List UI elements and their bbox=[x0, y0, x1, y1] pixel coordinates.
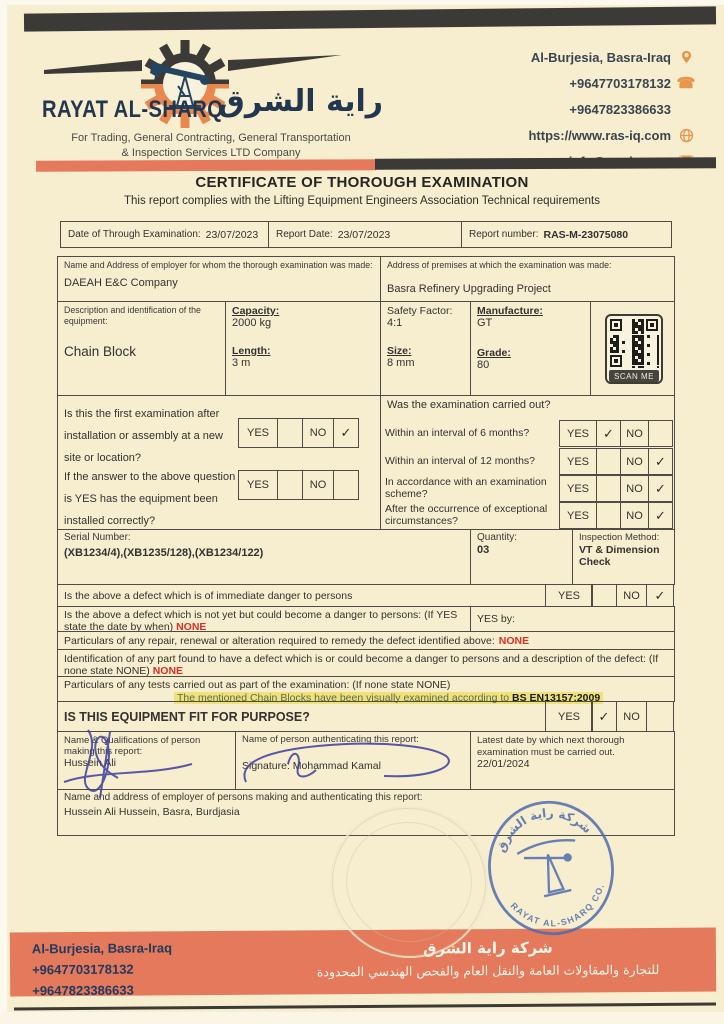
qr-scan-me-label: SCAN ME bbox=[609, 370, 659, 382]
no-checkbox: ✓ bbox=[648, 475, 673, 502]
tagline-line1: For Trading, General Contracting, General Transportation bbox=[71, 132, 351, 144]
interval-6-months-text: Within an interval of 6 months? bbox=[385, 426, 530, 439]
authenticator-label: Name of person authenticating this report: bbox=[242, 734, 419, 745]
authenticator-signature-line: Signature: Mohammad Kamal bbox=[242, 759, 381, 772]
employer-value: DAEAH E&C Company bbox=[64, 276, 178, 289]
capacity-length-cell bbox=[225, 301, 381, 396]
yes-label: YES bbox=[238, 418, 278, 448]
exceptional-circumstances-text: After the occurrence of exceptional circumstances? bbox=[385, 503, 548, 527]
no-label: NO bbox=[302, 470, 334, 500]
divider-dark bbox=[375, 157, 716, 169]
no-checkbox: ✓ bbox=[333, 418, 359, 448]
immediate-danger-cell bbox=[57, 584, 546, 607]
yes-checkbox bbox=[591, 584, 617, 607]
interval-12-months-row bbox=[385, 448, 673, 475]
qr-modules bbox=[609, 318, 659, 368]
tests-cell bbox=[57, 676, 675, 702]
no-checkbox: ✓ bbox=[648, 448, 673, 475]
employer-cell bbox=[57, 256, 381, 302]
interval-12-months-text: Within an interval of 12 months? bbox=[385, 454, 535, 467]
footer-arabic-description: للتجارة والمقاولات العامة والنقل العام والفحص الهندسي المحدودة bbox=[316, 961, 660, 980]
qr-finder-icon bbox=[610, 319, 622, 331]
identification-text: Identification of any part found to have a defect which is or could become a danger to persons and a description of the defect: (If none state NONE) bbox=[64, 653, 659, 677]
no-checkbox bbox=[648, 420, 673, 447]
footer-contact bbox=[32, 937, 173, 1001]
fit-for-purpose-cell bbox=[57, 701, 546, 732]
no-label: NO bbox=[616, 584, 647, 607]
carried-out-cell bbox=[380, 395, 675, 530]
report-number-cell bbox=[461, 221, 672, 248]
quantity-label: Quantity: bbox=[477, 532, 518, 543]
yes-by-label: YES by: bbox=[477, 613, 515, 625]
interval-6-months-row bbox=[385, 420, 673, 447]
manufacture-grade-cell bbox=[470, 301, 591, 396]
report-date-label: Report Date: bbox=[276, 229, 333, 240]
potential-danger-cell bbox=[57, 606, 471, 632]
report-maker-label: Name & Qualifications of person making this report: bbox=[64, 735, 201, 757]
first-exam-question: Is this the first examination after installation or assembly at a new site or location? bbox=[64, 408, 223, 464]
yes-by-cell bbox=[470, 606, 675, 632]
yes-checkbox bbox=[277, 470, 303, 500]
employer-label: Name and Address of employer for whom the thorough examination was made: bbox=[64, 260, 373, 270]
exam-date-cell bbox=[60, 221, 269, 248]
qr-cell bbox=[590, 301, 675, 396]
no-label: NO bbox=[302, 418, 334, 448]
serial-number-label: Serial Number: bbox=[64, 532, 131, 543]
contact-address-text: Al-Burjesia, Basra-Iraq bbox=[530, 49, 671, 65]
footer-phone2: +9647823386633 bbox=[32, 982, 134, 999]
no-label: NO bbox=[620, 475, 649, 502]
tests-standard: BS EN13157:2009 bbox=[512, 692, 601, 704]
exam-date-value: 23/07/2023 bbox=[205, 228, 259, 241]
certificate-subtitle: This report complies with the Lifting Equipment Engineers Association Technical requirements bbox=[123, 195, 600, 207]
company-name-latin: RAYAT AL-SHARQ bbox=[42, 96, 224, 123]
exam-date-label: Date of Through Examination: bbox=[68, 229, 201, 240]
report-maker-cell bbox=[57, 731, 236, 790]
equipment-description-cell bbox=[57, 301, 226, 396]
svg-text:RAYAT AL-SHARQ CO.: RAYAT AL-SHARQ CO. bbox=[508, 882, 607, 929]
premises-cell bbox=[380, 256, 675, 302]
report-date-value: 23/07/2023 bbox=[337, 228, 391, 241]
contact-phone2 bbox=[474, 96, 694, 122]
first-exam-question-cell bbox=[57, 395, 381, 530]
interval-12-months-yes-no bbox=[559, 448, 673, 475]
identification-cell bbox=[57, 649, 675, 677]
next-exam-label: Latest date by which next thorough examination must be carried out. bbox=[477, 735, 625, 758]
yes-label: YES bbox=[559, 475, 597, 502]
no-label: NO bbox=[616, 701, 647, 732]
immediate-danger-text: Is the above a defect which is of immediate danger to persons bbox=[64, 589, 353, 602]
globe-icon bbox=[678, 127, 694, 143]
footer-arabic bbox=[288, 935, 688, 984]
fit-for-purpose-text: IS THIS EQUIPMENT FIT FOR PURPOSE? bbox=[64, 709, 310, 724]
report-number-label: Report number: bbox=[469, 229, 539, 240]
capacity-label: Capacity: bbox=[232, 305, 280, 317]
installed-correctly-yes-no bbox=[238, 470, 359, 500]
length-value: 3 m bbox=[232, 357, 251, 369]
exceptional-circumstances-yes-no bbox=[559, 502, 673, 529]
inspection-method-label: Inspection Method: bbox=[579, 532, 660, 543]
manufacture-label: Manufacture: bbox=[477, 305, 543, 317]
grade-value: 80 bbox=[477, 359, 490, 371]
report-employer-value: Hussein Ali Hussein, Basra, Burdjasia bbox=[64, 805, 240, 818]
repairs-cell bbox=[57, 631, 675, 650]
no-label: NO bbox=[620, 502, 649, 529]
no-label: NO bbox=[620, 420, 649, 447]
grade-label: Grade: bbox=[477, 347, 511, 359]
tagline-line2: & Inspection Services LTD Company bbox=[121, 147, 301, 159]
yes-checkbox bbox=[596, 502, 621, 529]
next-exam-cell bbox=[470, 731, 675, 790]
exam-scheme-text: In accordance with an examination scheme? bbox=[385, 476, 547, 500]
scan-edge bbox=[0, 0, 724, 5]
icon-spacer bbox=[678, 101, 694, 117]
safety-factor-label: Safety Factor: bbox=[387, 305, 453, 317]
qr-code bbox=[605, 314, 663, 384]
inspection-method-cell bbox=[572, 529, 675, 585]
tests-highlighted-note: The mentioned Chain Blocks have been visually examined according to BS EN13157:2009 bbox=[174, 692, 603, 704]
length-label: Length: bbox=[232, 345, 271, 357]
contact-phone1 bbox=[474, 70, 694, 96]
potential-danger-text: Is the above a defect which is not yet but could become a danger to persons: (If YES state the date by when) bbox=[64, 609, 458, 633]
authenticator-cell bbox=[235, 731, 471, 790]
no-checkbox bbox=[333, 470, 359, 500]
yes-label: YES bbox=[545, 701, 593, 732]
carried-out-heading: Was the examination carried out? bbox=[387, 399, 551, 411]
contact-phone2-text: +9647823386633 bbox=[569, 101, 671, 117]
premises-value: Basra Refinery Upgrading Project bbox=[387, 282, 551, 295]
no-checkbox bbox=[646, 701, 674, 732]
identification-answer: NONE bbox=[152, 665, 184, 677]
safety-factor-value: 4:1 bbox=[387, 317, 403, 329]
report-meta-row bbox=[60, 221, 672, 248]
next-exam-date: 22/01/2024 bbox=[477, 758, 530, 770]
first-exam-yes-no bbox=[238, 418, 359, 448]
no-label: NO bbox=[620, 448, 649, 475]
repairs-answer: NONE bbox=[498, 634, 530, 647]
contact-address bbox=[474, 44, 694, 70]
contact-phone1-text: +9647703178132 bbox=[569, 75, 671, 91]
inspection-method-value: VT & Dimension Check bbox=[579, 543, 660, 568]
installed-correctly-question: If the answer to the above question is YES has the equipment been installed correctly? bbox=[64, 471, 236, 527]
yes-checkbox bbox=[277, 418, 303, 448]
certificate-title: CERTIFICATE OF THOROUGH EXAMINATION bbox=[195, 174, 529, 191]
yes-checkbox: ✓ bbox=[596, 420, 621, 447]
footer-arabic-company: شركة راية الشرق bbox=[423, 938, 553, 958]
scan-edge bbox=[0, 1012, 724, 1024]
capacity-value: 2000 kg bbox=[232, 317, 272, 329]
report-maker-name: Hussein Ali bbox=[64, 757, 116, 769]
equipment-description-label: Description and identification of the equipment: bbox=[64, 305, 201, 326]
footer-phone1: +9647703178132 bbox=[31, 961, 134, 978]
yes-label: YES bbox=[559, 420, 597, 447]
report-date-cell bbox=[268, 221, 462, 248]
scan-edge bbox=[0, 0, 7, 1024]
company-tagline bbox=[26, 131, 396, 161]
no-checkbox: ✓ bbox=[646, 584, 674, 607]
interval-6-months-yes-no bbox=[559, 420, 673, 447]
divider-salmon bbox=[36, 159, 376, 171]
no-checkbox: ✓ bbox=[648, 502, 673, 529]
yes-checkbox: ✓ bbox=[591, 701, 617, 732]
equipment-description-value: Chain Block bbox=[64, 344, 137, 359]
size-value: 8 mm bbox=[387, 357, 415, 369]
location-pin-icon bbox=[678, 49, 694, 65]
potential-danger-answer: NONE bbox=[176, 620, 207, 633]
manufacture-value: GT bbox=[477, 317, 493, 329]
phone-icon: ☎ bbox=[676, 75, 696, 92]
repairs-text: Particulars of any repair, renewal or alteration required to remedy the defect identified above: bbox=[64, 634, 495, 647]
yes-label: YES bbox=[238, 470, 278, 500]
svg-text:شركة راية الشرق: شركة راية الشرق bbox=[493, 806, 595, 855]
contact-website[interactable] bbox=[474, 122, 694, 148]
serial-number-value: (XB1234/4),(XB1235/128),(XB1234/122) bbox=[64, 546, 264, 559]
premises-label: Address of premises at which the examination was made: bbox=[387, 260, 612, 270]
yes-label: YES bbox=[559, 502, 597, 529]
exam-scheme-row bbox=[385, 475, 673, 502]
size-label: Size: bbox=[387, 345, 412, 357]
serial-number-cell bbox=[57, 529, 471, 585]
report-employer-label: Name and address of employer of persons making and authenticating this report: bbox=[64, 792, 423, 803]
yes-checkbox bbox=[596, 448, 621, 475]
quantity-cell bbox=[470, 529, 573, 585]
tests-text: Particulars of any tests carried out as part of the examination: (If none state NONE) bbox=[64, 679, 451, 691]
quantity-value: 03 bbox=[477, 543, 490, 556]
certificate-table bbox=[57, 256, 675, 836]
qr-finder-icon bbox=[610, 355, 622, 367]
safety-size-cell bbox=[380, 301, 471, 396]
company-name-arabic: راية الشرق bbox=[218, 84, 384, 119]
qr-finder-icon bbox=[646, 319, 658, 331]
contact-website-text: https://www.ras-iq.com bbox=[528, 127, 671, 143]
exam-scheme-yes-no bbox=[559, 475, 673, 502]
yes-checkbox bbox=[596, 475, 621, 502]
yes-label: YES bbox=[559, 448, 597, 475]
yes-label: YES bbox=[545, 584, 593, 607]
report-number-value: RAS-M-23075080 bbox=[543, 228, 629, 241]
footer-address: Al-Burjesia, Basra-Iraq bbox=[31, 940, 173, 957]
exceptional-circumstances-row bbox=[385, 502, 673, 529]
contact-block bbox=[474, 44, 694, 174]
